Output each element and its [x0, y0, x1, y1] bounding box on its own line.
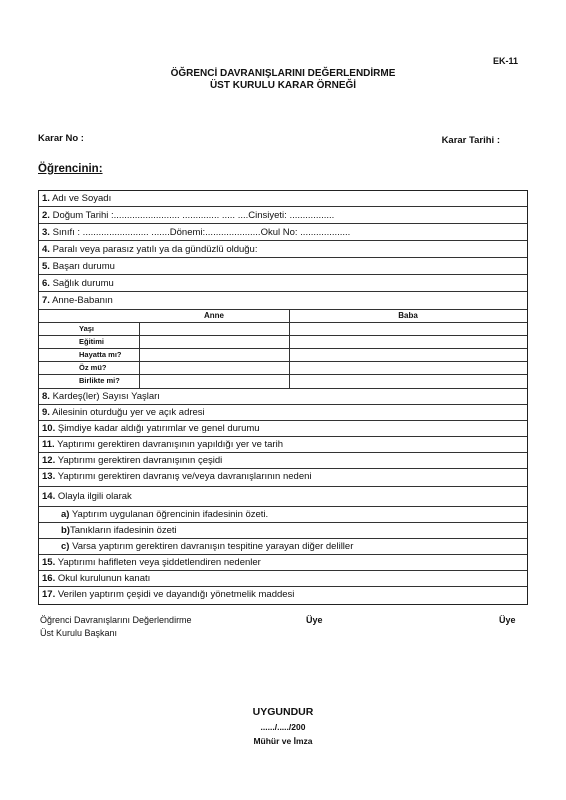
parent-table — [39, 309, 527, 389]
form-subrow: a) Yaptırım uygulanan öğrencinin ifadesinin özeti. — [39, 507, 527, 523]
member-signature-1: Üye — [306, 615, 323, 625]
form-row: 1. Adı ve Soyadı — [39, 191, 527, 207]
parent-field-label: Hayatta mı? — [79, 350, 122, 359]
seal-and-signature: Mühür ve İmza — [253, 736, 313, 746]
form-row: 12. Yaptırımı gerektiren davranışının çeşidi — [39, 453, 527, 469]
form-row: 7. Anne-Babanın — [42, 295, 113, 306]
president-title-line2: Üst Kurulu Başkanı — [40, 628, 118, 638]
form-subrow: b)Tanıkların ifadesinin özeti — [39, 523, 527, 539]
annex-number: EK-11 — [492, 56, 518, 66]
member-signature-2: Üye — [499, 615, 516, 625]
form-row: 3. Sınıfı : ......................... .......Dönemi:.....................Okul No: ................... — [39, 225, 527, 241]
table-row — [39, 374, 527, 388]
decision-date-label: Karar Tarihi : — [441, 135, 500, 146]
approval-date: ....../...../200 — [260, 722, 306, 732]
parent-field-label: Yaşı — [79, 324, 95, 333]
president-signature-block — [40, 614, 192, 640]
form-row: 16. Okul kurulunun kanatı — [39, 571, 527, 587]
parent-field-label: Öz mü? — [79, 363, 107, 372]
parent-table-header — [39, 309, 527, 323]
column-header-mother: Anne — [204, 311, 224, 320]
form-row: 13. Yaptırımı gerektiren davranış ve/veya davranışlarının nedeni — [39, 469, 527, 487]
table-row — [39, 348, 527, 362]
parent-field-label: Birlikte mi? — [79, 376, 120, 385]
form-row: 9. Ailesinin oturduğu yer ve açık adresi — [39, 405, 527, 421]
form-row: 5. Başarı durumu — [39, 259, 527, 275]
president-title-line1: Öğrenci Davranışlarını Değerlendirme — [40, 615, 192, 625]
parent-field-label: Eğitimi — [79, 337, 105, 346]
column-header-father: Baba — [398, 311, 418, 320]
form-row: 10. Şimdiye kadar aldığı yatırımlar ve genel durumu — [39, 421, 527, 437]
form-row: 11. Yaptırımı gerektiren davranışının yapıldığı yer ve tarih — [39, 437, 527, 453]
form-title-line2: ÜST KURULU KARAR ÖRNEĞİ — [209, 80, 357, 91]
form-row: 2. Doğum Tarihi :......................... .............. ..... ....Cinsiyeti: ................. — [39, 208, 527, 224]
table-row — [39, 361, 527, 375]
decision-number-label: Karar No : — [38, 133, 84, 144]
table-row — [39, 322, 527, 336]
form-title-line1: ÖĞRENCİ DAVRANIŞLARINI DEĞERLENDİRME — [170, 68, 396, 79]
form-subrow: c) Varsa yaptırım gerektiren davranışın tespitine yarayan diğer deliller — [39, 539, 527, 555]
student-section-heading: Öğrencinin: — [38, 163, 103, 175]
form-row: 4. Paralı veya parasız yatılı ya da gündüzlü olduğu: — [39, 242, 527, 258]
form-row: 17. Verilen yaptırım çeşidi ve dayandığı yönetmelik maddesi — [42, 589, 295, 600]
form-row: 8. Kardeş(ler) Sayısı Yaşları — [39, 389, 527, 405]
table-row — [39, 335, 527, 349]
student-info-table — [38, 190, 528, 605]
form-row: 6. Sağlık durumu — [39, 276, 527, 292]
approval-title: UYGUNDUR — [252, 706, 314, 718]
form-row: 15. Yaptırımı hafifleten veya şiddetlendiren nedenler — [39, 555, 527, 571]
form-row: 14. Olayla ilgili olarak — [39, 487, 527, 507]
